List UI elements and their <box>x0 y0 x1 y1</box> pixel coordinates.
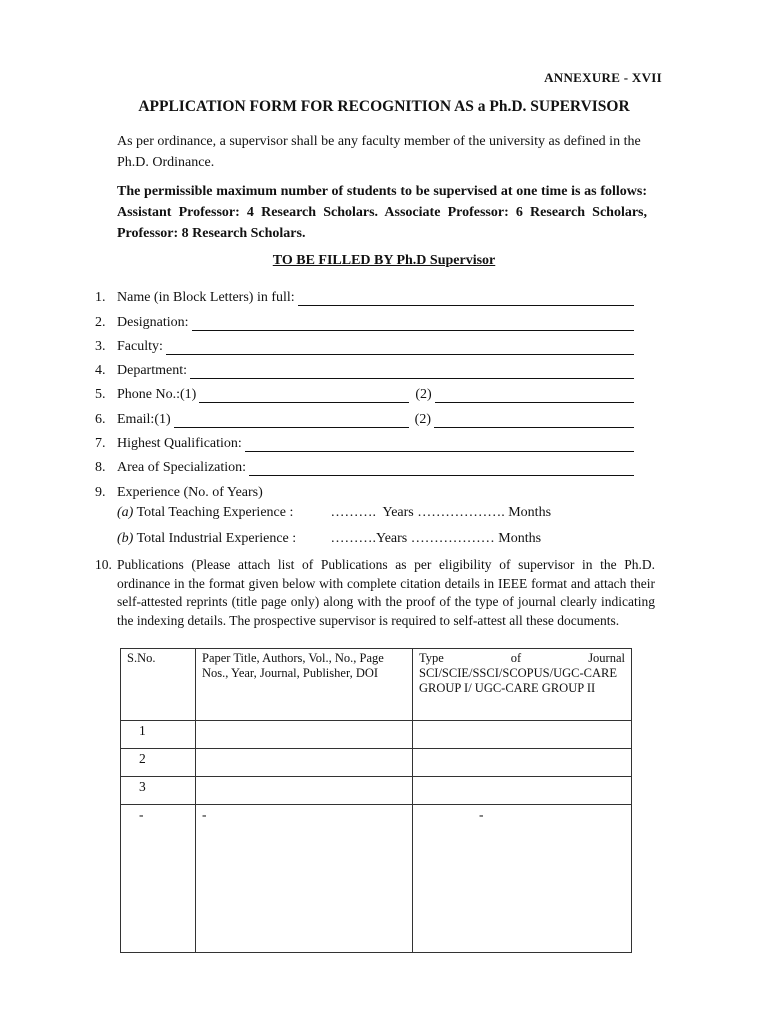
cell-sno: - <box>121 805 196 953</box>
cell-type[interactable] <box>413 721 632 749</box>
field-number: 1. <box>95 290 106 306</box>
table-row <box>121 721 632 749</box>
field-experience <box>95 476 640 500</box>
field-number: 7. <box>95 436 106 452</box>
table-row <box>121 749 632 777</box>
cell-type[interactable]: - <box>413 805 632 953</box>
form-title: APPLICATION FORM FOR RECOGNITION AS a Ph.D. SUPERVISOR <box>138 98 630 115</box>
cell-paper[interactable] <box>196 721 413 749</box>
sub-marker: (b) <box>117 531 134 546</box>
faculty-input-line[interactable] <box>166 340 634 355</box>
field-label: Designation: <box>117 314 189 330</box>
header-sno: S.No. <box>121 649 196 721</box>
field-number: 3. <box>95 338 106 354</box>
cell-sno: 2 <box>121 749 196 777</box>
header-paper-details: Paper Title, Authors, Vol., No., Page Nos., Year, Journal, Publisher, DOI <box>196 649 413 721</box>
cell-type[interactable] <box>413 749 632 777</box>
field-label: Highest Qualification: <box>117 436 242 452</box>
intro-paragraph: As per ordinance, a supervisor shall be any faculty member of the university as defined in the Ph.D. Ordinance. <box>117 134 641 170</box>
designation-input-line[interactable] <box>192 316 634 331</box>
field-faculty <box>95 331 640 355</box>
department-input-line[interactable] <box>190 364 634 379</box>
field-label-secondary: (2) <box>414 411 431 427</box>
section-heading: TO BE FILLED BY Ph.D Supervisor <box>272 253 496 268</box>
cell-paper[interactable] <box>196 749 413 777</box>
field-label-secondary: (2) <box>415 387 432 403</box>
field-number: 8. <box>95 460 106 476</box>
field-number: 2. <box>95 314 106 330</box>
email-2-input-line[interactable] <box>434 413 634 428</box>
field-label: Experience (No. of Years) <box>117 484 263 500</box>
industrial-experience-label: Total Industrial Experience : <box>136 531 297 546</box>
publications-instructions: Publications (Please attach list of Publications as per eligibility of supervisor in the Ph.D. ordinance in the format given below with complete citation details in IEEE format and attach their self-attested reprints (title page only) along with the proof of the type of journal clearly indicating the indexing details. The prospective supervisor is required to self-attest all these documents. <box>117 557 655 628</box>
teaching-experience-label: Total Teaching Experience : <box>136 505 294 520</box>
field-number: 9. <box>95 484 106 500</box>
field-label: Email:(1) <box>117 411 171 427</box>
field-designation <box>95 306 640 330</box>
field-number: 5. <box>95 387 106 403</box>
phone-2-input-line[interactable] <box>435 388 634 403</box>
header-journal-type: Type of Journal SCI/SCIE/SSCI/SCOPUS/UGC-CARE GROUP I/ UGC-CARE GROUP II <box>413 649 632 721</box>
name-input-line[interactable] <box>298 291 634 306</box>
field-label: Area of Specialization: <box>117 460 247 476</box>
publications-table <box>120 648 632 953</box>
field-email <box>95 403 640 427</box>
teaching-experience-row <box>117 505 551 521</box>
field-label: Department: <box>117 363 187 379</box>
supervisor-fields <box>95 282 640 501</box>
cell-sno: 3 <box>121 777 196 805</box>
field-specialization <box>95 452 640 476</box>
field-number: 4. <box>95 363 106 379</box>
phone-1-input-line[interactable] <box>199 388 409 403</box>
teaching-experience-value[interactable]: ………. Years ………………. Months <box>330 505 552 520</box>
field-phone <box>95 379 640 403</box>
qualification-input-line[interactable] <box>245 437 634 452</box>
table-row <box>121 805 632 953</box>
publications-item <box>95 556 655 630</box>
sub-marker: (a) <box>117 505 134 520</box>
field-number: 10. <box>95 557 112 572</box>
industrial-experience-value[interactable]: ……….Years ……………… Months <box>330 531 542 546</box>
email-1-input-line[interactable] <box>174 413 409 428</box>
field-department <box>95 355 640 379</box>
field-label: Phone No.:(1) <box>117 387 197 403</box>
supervision-limits-paragraph: The permissible maximum number of students to be supervised at one time is as follows: Assistant Professor: 4 Research Scholars. Associate Professor: 6 Research Scholars, Professor: 8 Research Scholars. <box>117 184 647 241</box>
annexure-label: ANNEXURE - XVII <box>544 70 662 85</box>
field-label: Faculty: <box>117 338 163 354</box>
table-header-row <box>121 649 632 721</box>
industrial-experience-row <box>117 531 541 547</box>
cell-paper[interactable] <box>196 777 413 805</box>
field-name <box>95 282 640 306</box>
cell-paper[interactable]: - <box>196 805 413 953</box>
field-qualification <box>95 428 640 452</box>
cell-sno: 1 <box>121 721 196 749</box>
field-number: 6. <box>95 411 106 427</box>
table-row <box>121 777 632 805</box>
cell-type[interactable] <box>413 777 632 805</box>
specialization-input-line[interactable] <box>249 461 634 476</box>
field-label: Name (in Block Letters) in full: <box>117 290 295 306</box>
